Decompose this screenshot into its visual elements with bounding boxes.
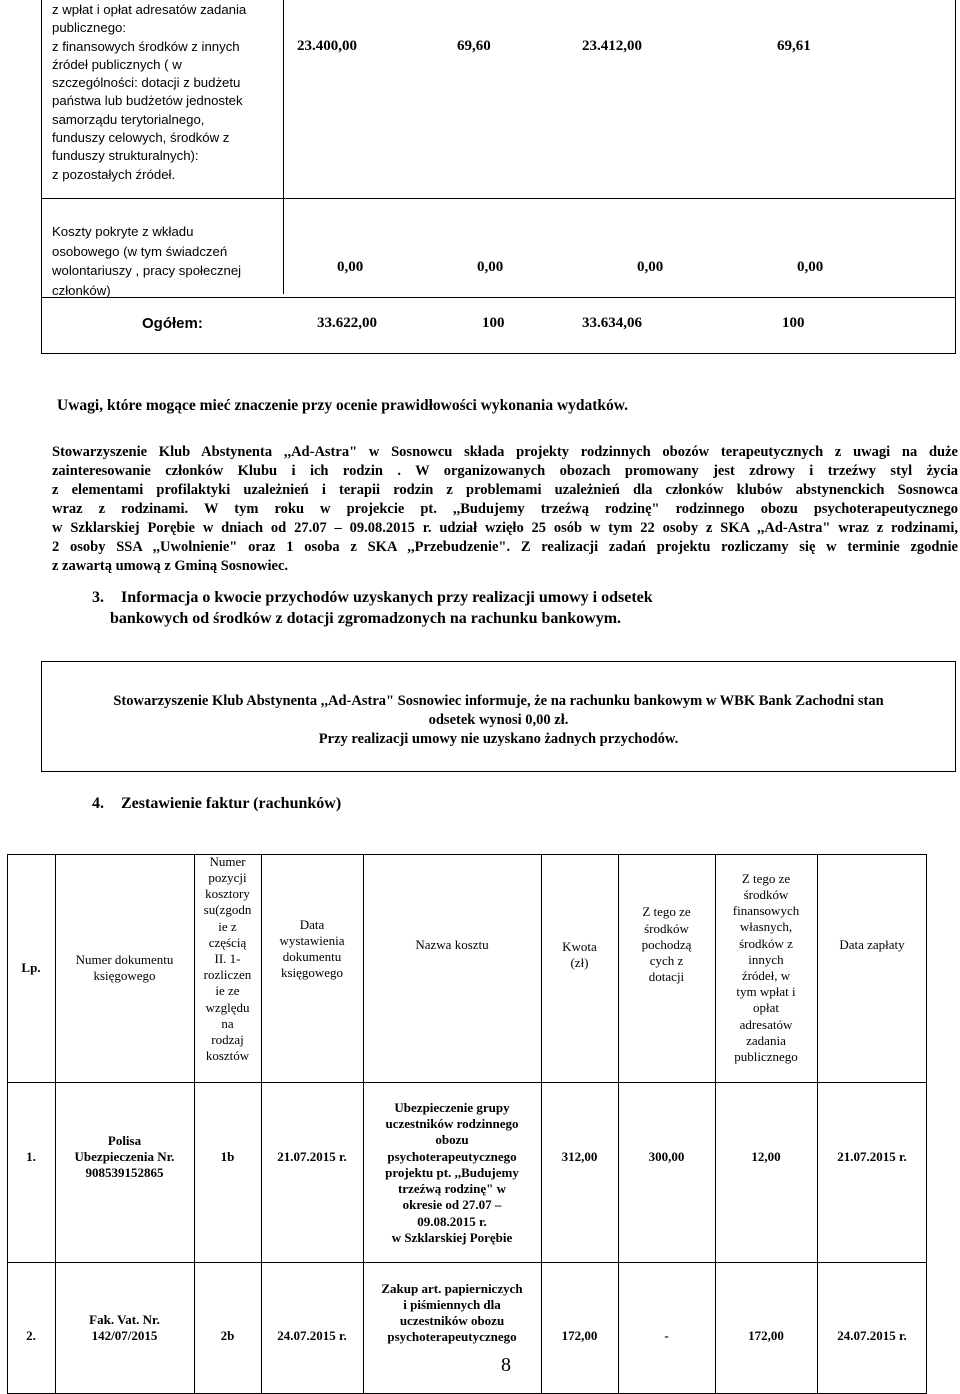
invoice-row-2-lp: 2. [26, 1327, 36, 1343]
invoice-row-1-cost: Ubezpieczenie grupy uczestników rodzinnego obozu psychoterapeutycznego projektu pt. ,,Budujemy trzeźwą rodzinę" w okresie od 27.07 – 09.08.2015 r. w Szklarskiej Porębie [385, 1100, 519, 1245]
remarks-heading: Uwagi, które mogące mieć znaczenie przy ocenie prawidłowości wykonania wydatków. [57, 397, 629, 414]
page-number: 8 [498, 1354, 514, 1377]
interest-info-line: Stowarzyszenie Klub Abstynenta ,,Ad-Astra" Sosnowiec informuje, że na rachunku bankowym w WBK Bank Zachodni stan [113, 693, 884, 709]
invoice-row-1-amount: 312,00 [561, 1148, 598, 1164]
section-title: Informacja o kwocie przychodów uzyskanych przy realizacji umowy i odsetek [121, 589, 653, 606]
total-value: 100 [482, 315, 505, 331]
table-divider [41, 198, 956, 199]
invoice-row-2-amount: 172,00 [561, 1327, 598, 1343]
column-header-document-number: Numer dokumentu księgowego [75, 951, 174, 983]
value-cell: 69,61 [777, 38, 811, 54]
invoice-row-2-date: 24.07.2015 r. [277, 1327, 347, 1343]
value-cell: 23.400,00 [297, 38, 357, 54]
total-value: 100 [782, 315, 805, 331]
remarks-line: zainteresowanie członków Klubu i ich rodzin . W organizowanych obozach promowany jest zdrowy i trzeźwy styl życia [52, 463, 958, 479]
invoice-row-1-date: 21.07.2015 r. [277, 1148, 347, 1164]
column-header-amount: Kwota (zł) [562, 938, 597, 970]
column-header-other-sources: Z tego ze środków finansowych własnych, środków z innych źródeł, w tym wpłat i opłat adresatów zadania publicznego [732, 870, 800, 1065]
invoice-row-1-lp: 1. [26, 1148, 36, 1164]
remarks-line: w Szklarskiej Porębie w dniach od 27.07 – 09.08.2015 r. udział wzięło 25 osób w tym 22 osoby z SKA ,,Ad-Astra" wraz z rodzinami, [52, 520, 958, 536]
invoice-row-2-payment: 24.07.2015 r. [837, 1327, 907, 1343]
section-number: 4. [92, 795, 104, 812]
table-divider [41, 297, 956, 298]
total-label: Ogółem: [142, 315, 203, 332]
invoice-row-2-document: Fak. Vat. Nr. 142/07/2015 [89, 1311, 160, 1343]
invoice-row-1-position: 1b [220, 1148, 235, 1164]
invoice-row-2-grant: - [664, 1327, 669, 1343]
row-label-personal-contribution: Koszty pokryte z wkładu osobowego (w tym świadczeń wolontariuszy , pracy społecznej członków) [52, 224, 242, 298]
row-label-other-sources: z wpłat i opłat adresatów zadania publicznego: z finansowych środków z innych źródeł publicznych ( w szczególności: dotacji z budżetu państwa lub budżetów jednostek samorządu terytorialnego, funduszy celowych, środków z funduszy strukturalnych): z pozostałych źródeł. [52, 2, 247, 182]
section-title: bankowych od środków z dotacji zgromadzonych na rachunku bankowym. [110, 610, 622, 627]
total-value: 33.622,00 [317, 315, 377, 331]
remarks-line: wraz z rodzinami. W tym roku w projekcie pt. ,,Budujemy trzeźwą rodzinę" rodzinnego obozu psychoterapeutycznego [52, 501, 958, 517]
value-cell: 69,60 [457, 38, 491, 54]
invoice-row-1-other: 12,00 [751, 1148, 781, 1164]
invoice-row-1-grant: 300,00 [648, 1148, 685, 1164]
invoice-row-1-payment: 21.07.2015 r. [837, 1148, 907, 1164]
remarks-paragraph [52, 443, 958, 576]
column-header-issue-date: Data wystawienia dokumentu księgowego [279, 916, 345, 981]
value-cell: 0,00 [477, 259, 504, 275]
column-header-from-grant: Z tego ze środków pochodzą cych z dotacji [641, 904, 692, 985]
invoice-row-1-document: Polisa Ubezpieczenia Nr. 908539152865 [74, 1132, 175, 1181]
value-cell: 23.412,00 [582, 38, 642, 54]
invoice-row-2-cost: Zakup art. papierniczych i piśmiennych dla uczestników obozu psychoterapeutycznego [381, 1280, 523, 1345]
interest-info-line: odsetek wynosi 0,00 zł. [428, 712, 569, 728]
column-header-budget-position: Numer pozycji kosztory su(zgodn ie z częścią II. 1- rozliczen ie ze względu na rodzaj kosztów [203, 853, 252, 1064]
table-divider [7, 1262, 927, 1263]
table-divider [283, 0, 284, 294]
total-value: 33.634,06 [582, 315, 642, 331]
section-title: Zestawienie faktur (rachunków) [121, 795, 342, 812]
invoice-row-2-other: 172,00 [748, 1327, 784, 1343]
value-cell: 0,00 [337, 259, 364, 275]
remarks-line: z elementami profilaktyki uzależnień i terapii rodzin z problemami uzależnień dla członków klubów abstynenckich Sosnowca [52, 482, 958, 498]
value-cell: 0,00 [637, 259, 664, 275]
remarks-line: Stowarzyszenie Klub Abstynenta ,,Ad-Astra" w Sosnowcu składa projekty rodzinnych obozów terapeutycznych z uwagi na duże [52, 444, 958, 460]
remarks-line: z zawartą umową z Gminą Sosnowiec. [52, 558, 289, 574]
section-number: 3. [92, 589, 104, 606]
remarks-line: 2 osoby SSA ,,Uwolnienie" oraz 1 osoba z SKA ,,Przebudzenie". Z realizacji zadań projektu rozliczamy się w terminie zgodnie [52, 539, 958, 555]
column-header-payment-date: Data zapłaty [839, 936, 905, 952]
value-cell: 0,00 [797, 259, 824, 275]
interest-info-line: Przy realizacji umowy nie uzyskano żadnych przychodów. [318, 731, 679, 747]
column-header-lp: Lp. [21, 959, 41, 975]
column-header-cost-name: Nazwa kosztu [415, 936, 489, 952]
invoice-row-2-position: 2b [220, 1327, 235, 1343]
